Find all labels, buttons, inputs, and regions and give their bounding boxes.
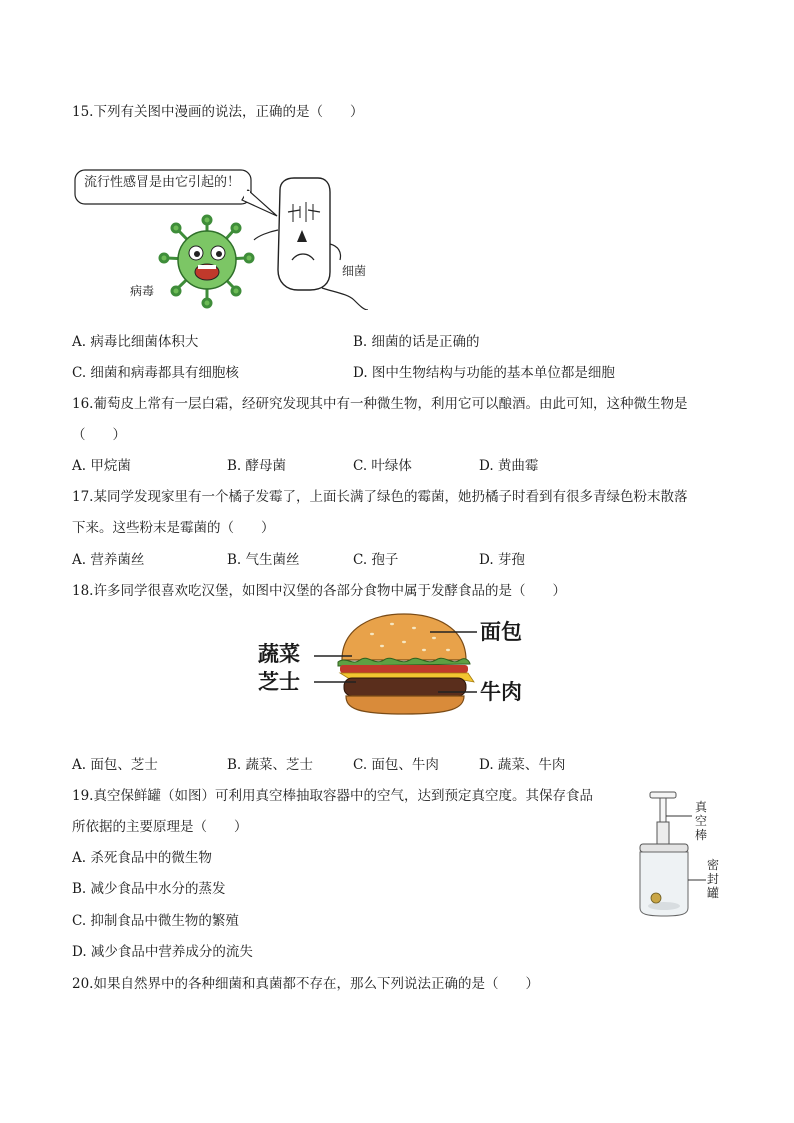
q19-jar-figure bbox=[632, 788, 728, 918]
q18-stem: 18.许多同学很喜欢吃汉堡，如图中汉堡的各部分食物中属于发酵食品的是（ ） bbox=[72, 583, 566, 599]
q19-stem-line2: 所依据的主要原理是（ ） bbox=[72, 819, 248, 835]
virus-label: 病毒 bbox=[130, 284, 155, 298]
q20-stem: 20.如果自然界中的各种细菌和真菌都不存在，那么下列说法正确的是（ ） bbox=[72, 976, 539, 992]
q15-option-a[interactable]: A. 病毒比细菌体积大 bbox=[72, 334, 199, 350]
burger-label-beef: 牛肉 bbox=[480, 680, 522, 704]
q19-option-b[interactable]: B. 减少食品中水分的蒸发 bbox=[72, 881, 226, 897]
q15-cartoon bbox=[72, 160, 372, 310]
q16-stem-line2: （ ） bbox=[72, 427, 126, 443]
bacteria-label: 细菌 bbox=[342, 264, 367, 278]
q18-option-d[interactable]: D. 蔬菜、牛肉 bbox=[479, 757, 566, 773]
speech-bubble-text: 流行性感冒是由它引起的！ bbox=[84, 175, 241, 190]
q16-option-d[interactable]: D. 黄曲霉 bbox=[479, 458, 539, 474]
q17-option-b[interactable]: B. 气生菌丝 bbox=[227, 552, 300, 568]
q17-option-c[interactable]: C. 孢子 bbox=[353, 552, 399, 568]
q15-option-b[interactable]: B. 细菌的话是正确的 bbox=[353, 334, 480, 350]
q16-option-c[interactable]: C. 叶绿体 bbox=[353, 458, 412, 474]
q17-option-d[interactable]: D. 芽孢 bbox=[479, 552, 525, 568]
q19-option-a[interactable]: A. 杀死食品中的微生物 bbox=[72, 850, 212, 866]
q16-option-a[interactable]: A. 甲烷菌 bbox=[72, 458, 131, 474]
q19-option-c[interactable]: C. 抑制食品中微生物的繁殖 bbox=[72, 913, 239, 929]
q16-stem-line1: 16.葡萄皮上常有一层白霜，经研究发现其中有一种微生物，利用它可以酿酒。由此可知，这种微生物是 bbox=[72, 396, 688, 412]
q17-stem-line2: 下来。这些粉末是霉菌的（ ） bbox=[72, 520, 275, 536]
q15-stem: 15.下列有关图中漫画的说法，正确的是（ ） bbox=[72, 104, 364, 120]
q19-stem-line1: 19.真空保鲜罐（如图）可利用真空棒抽取容器中的空气，达到预定真空度。其保存食品 bbox=[72, 788, 593, 804]
burger-label-veg: 蔬菜 bbox=[258, 642, 300, 666]
jar-label-jar: 密封罐 bbox=[706, 858, 719, 900]
q17-stem-line1: 17.某同学发现家里有一个橘子发霉了，上面长满了绿色的霉菌，她扔橘子时看到有很多青绿色粉末散落 bbox=[72, 489, 688, 505]
q15-option-d[interactable]: D. 图中生物结构与功能的基本单位都是细胞 bbox=[353, 365, 615, 381]
burger-label-cheese: 芝士 bbox=[258, 670, 300, 694]
q18-burger-figure bbox=[252, 610, 542, 725]
q18-option-c[interactable]: C. 面包、牛肉 bbox=[353, 757, 439, 773]
q16-option-b[interactable]: B. 酵母菌 bbox=[227, 458, 287, 474]
burger-label-bread: 面包 bbox=[480, 620, 522, 644]
q18-option-b[interactable]: B. 蔬菜、芝士 bbox=[227, 757, 314, 773]
q15-option-c[interactable]: C. 细菌和病毒都具有细胞核 bbox=[72, 365, 239, 381]
jar-label-rod: 真空棒 bbox=[694, 800, 707, 842]
q18-option-a[interactable]: A. 面包、芝士 bbox=[72, 757, 158, 773]
q19-option-d[interactable]: D. 减少食品中营养成分的流失 bbox=[72, 944, 253, 960]
q17-option-a[interactable]: A. 营养菌丝 bbox=[72, 552, 145, 568]
